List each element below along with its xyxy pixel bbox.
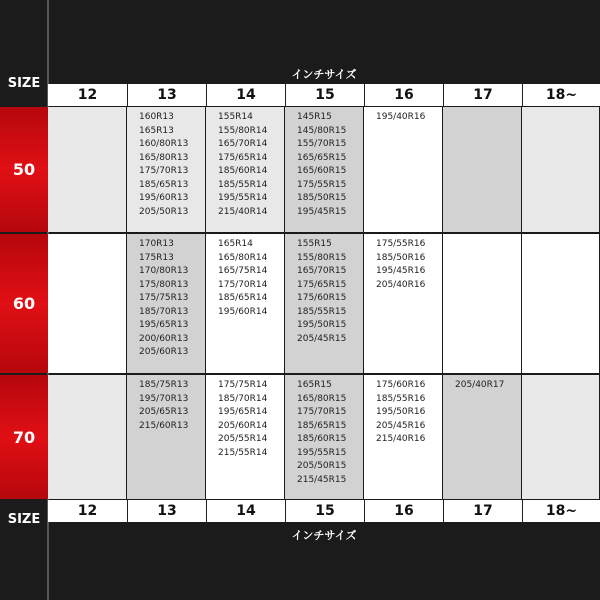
tire-size-text: 215/45R15 (297, 474, 347, 485)
size-cell-50-15 (285, 107, 363, 232)
tire-size-text: 185/50R16 (376, 252, 426, 263)
size-cell-70-17 (443, 375, 521, 499)
size-label-top: SIZE (7, 76, 41, 91)
tire-size-text: 185/55R15 (297, 306, 347, 317)
tire-size-text: 185/70R13 (139, 306, 189, 317)
row-label-70: 70 (0, 375, 48, 499)
col-header-15: 15 (285, 84, 364, 106)
tire-size-text: 195/60R13 (139, 193, 189, 203)
size-cell-50-14 (206, 107, 284, 232)
column-header-top (48, 84, 600, 106)
tire-size-text: 165R14 (218, 239, 253, 249)
tire-size-text: 205/60R13 (139, 347, 189, 357)
tire-size-text: 160R13 (139, 112, 174, 122)
col-header-16: 16 (364, 500, 443, 522)
tire-size-text: 185/75R13 (139, 380, 189, 390)
tire-size-text: 195/55R15 (297, 447, 347, 458)
size-cell-70-14 (206, 375, 284, 499)
tire-size-text: 165/80R13 (139, 152, 189, 163)
tire-size-text: 175/60R16 (376, 380, 426, 390)
tire-size-text: 185/60R15 (297, 434, 347, 444)
tire-size-text: 145R15 (297, 112, 332, 122)
tire-size-text: 215/60R13 (139, 420, 189, 431)
tire-size-text: 185/50R15 (297, 193, 347, 203)
size-cell-50-16 (364, 107, 442, 232)
tire-size-text: 205/50R13 (139, 206, 189, 217)
col-header-13: 13 (127, 84, 206, 106)
size-cell-70-12 (48, 375, 126, 499)
tire-size-text: 175/60R15 (297, 293, 347, 303)
col-header-14: 14 (206, 84, 285, 106)
size-cell-70-16 (364, 375, 442, 499)
tire-size-text: 195/50R16 (376, 407, 426, 417)
tire-size-text: 165/70R14 (218, 139, 268, 149)
tire-size-text: 195/40R16 (376, 112, 426, 122)
tire-size-text: 175R13 (139, 252, 174, 263)
tire-size-text: 175/55R16 (376, 239, 426, 249)
tire-size-text: 165R15 (297, 380, 332, 390)
tire-size-text: 165/65R15 (297, 152, 347, 163)
size-cell-70-15 (285, 375, 363, 499)
tire-size-text: 145/80R15 (297, 125, 347, 136)
size-cell-50-17 (443, 107, 521, 232)
size-cell-60-14 (206, 234, 284, 373)
size-cell-60-18 (522, 234, 599, 373)
size-cell-60-17 (443, 234, 521, 373)
tire-size-text: 195/65R14 (218, 407, 268, 417)
col-header-17: 17 (443, 84, 522, 106)
tire-size-text: 165R13 (139, 125, 174, 136)
size-cell-60-12 (48, 234, 126, 373)
tire-size-text: 175/65R15 (297, 279, 347, 290)
tire-size-text: 205/45R16 (376, 420, 426, 431)
tire-size-text: 155/80R14 (218, 125, 268, 136)
tire-size-text: 195/60R14 (218, 306, 268, 317)
size-cell-60-15 (285, 234, 363, 373)
col-header-15: 15 (285, 500, 364, 522)
tire-size-text: 155/80R15 (297, 252, 347, 263)
col-header-18: 18~ (522, 84, 600, 106)
col-header-12: 12 (77, 503, 98, 519)
tire-size-text: 185/70R14 (218, 393, 268, 404)
tire-size-text: 175/55R15 (297, 179, 347, 190)
tire-size-text: 155R15 (297, 239, 332, 249)
col-header-14: 14 (206, 500, 285, 522)
tire-size-text: 165/75R14 (218, 266, 268, 276)
size-cell-70-18 (522, 375, 599, 499)
col-header-12: 12 (77, 87, 98, 103)
tire-size-text: 205/55R14 (218, 434, 268, 444)
tire-size-text: 215/40R14 (218, 206, 268, 217)
col-header-18: 18~ (522, 500, 600, 522)
tire-size-text: 160/80R13 (139, 139, 189, 149)
size-cell-60-16 (364, 234, 442, 373)
tire-size-text: 175/80R13 (139, 279, 189, 290)
tire-size-text: 165/70R15 (297, 266, 347, 276)
tire-size-text: 215/55R14 (218, 447, 268, 458)
tire-size-text: 185/55R14 (218, 179, 268, 190)
size-cell-70-13 (127, 375, 205, 499)
row-label-50: 50 (0, 107, 48, 232)
inch-size-title-bottom: インチサイズ (291, 529, 357, 542)
tire-size-text: 205/60R14 (218, 420, 268, 431)
col-header-13: 13 (127, 500, 206, 522)
tire-size-text: 165/80R14 (218, 252, 268, 263)
tire-size-text: 200/60R13 (139, 333, 189, 344)
tire-size-text: 170/80R13 (139, 266, 189, 276)
tire-size-text: 175/70R14 (218, 279, 268, 290)
tire-size-text: 155R14 (218, 112, 253, 122)
tire-size-text: 195/70R13 (139, 393, 189, 404)
tire-size-text: 205/40R16 (376, 279, 426, 290)
tire-size-text: 165/80R15 (297, 393, 347, 404)
tire-size-text: 205/50R15 (297, 461, 347, 471)
size-cell-60-13 (127, 234, 205, 373)
tire-size-text: 195/45R16 (376, 266, 426, 276)
tire-size-text: 155/70R15 (297, 139, 347, 149)
tire-size-text: 185/60R14 (218, 166, 268, 176)
tire-size-text: 165/60R15 (297, 166, 347, 176)
tire-size-text: 205/45R15 (297, 333, 347, 344)
column-header-bottom (48, 500, 600, 522)
tire-size-text: 175/70R15 (297, 407, 347, 417)
tire-size-text: 195/55R14 (218, 193, 268, 203)
tire-size-text: 175/75R14 (218, 380, 268, 390)
tire-size-text: 175/70R13 (139, 166, 189, 176)
inch-size-title-top: インチサイズ (291, 68, 357, 81)
tire-size-text: 205/40R17 (455, 380, 505, 390)
tire-size-text: 185/65R15 (297, 420, 347, 431)
col-header-17: 17 (443, 500, 522, 522)
tire-size-text: 195/50R15 (297, 320, 347, 330)
size-cell-50-13 (127, 107, 205, 232)
tire-size-text: 175/75R13 (139, 293, 189, 303)
tire-size-text: 185/65R13 (139, 179, 189, 190)
tire-size-text: 195/45R15 (297, 206, 347, 217)
tire-size-text: 205/65R13 (139, 407, 189, 417)
tire-size-text: 170R13 (139, 239, 174, 249)
col-header-16: 16 (364, 84, 443, 106)
size-label-bottom: SIZE (7, 512, 41, 527)
tire-size-text: 185/65R14 (218, 293, 268, 303)
size-cell-50-12 (48, 107, 126, 232)
tire-size-text: 175/65R14 (218, 152, 268, 163)
tire-size-text: 195/65R13 (139, 320, 189, 330)
row-label-60: 60 (0, 234, 48, 373)
size-cell-50-18 (522, 107, 599, 232)
tire-size-text: 185/55R16 (376, 393, 426, 404)
tire-size-text: 215/40R16 (376, 434, 426, 444)
